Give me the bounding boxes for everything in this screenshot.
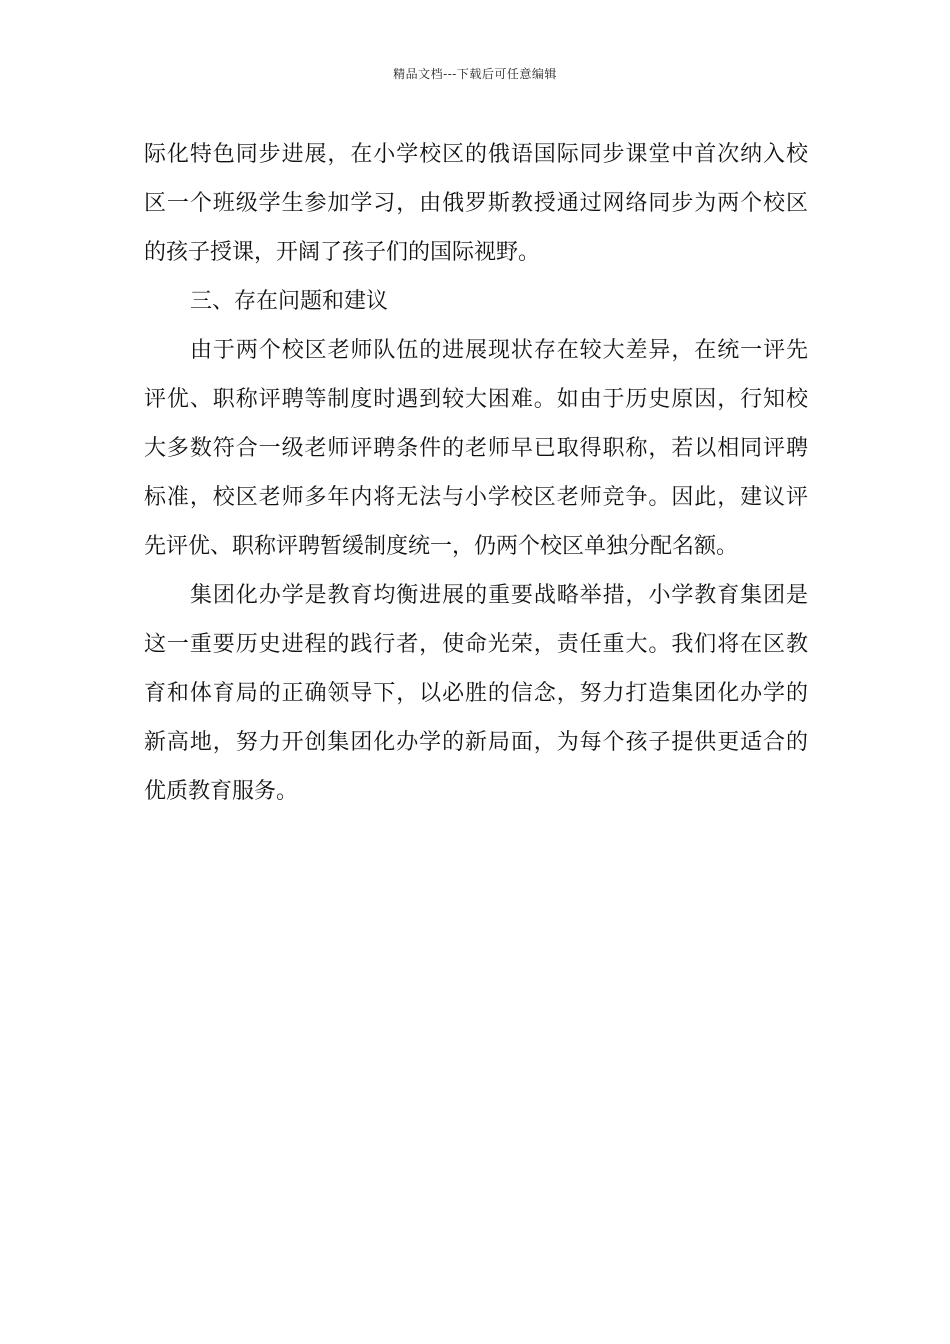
paragraph-2-line-1: 由于两个校区老师队伍的进展现状存在较大差异，在统一评先	[190, 338, 808, 363]
paragraph-3-line-5: 优质教育服务。	[144, 779, 299, 804]
paragraph-1-line-2: 区一个班级学生参加学习，由俄罗斯教授通过网络同步为两个校区	[144, 191, 808, 216]
document-body	[144, 130, 808, 816]
paragraph-2-line-3: 大多数符合一级老师评聘条件的老师早已取得职称，若以相同评聘	[144, 436, 808, 461]
section-heading: 三、存在问题和建议	[190, 289, 389, 314]
paragraph-2-line-2: 评优、职称评聘等制度时遇到较大困难。如由于历史原因，行知校	[144, 387, 808, 412]
page-header: 精品文档---下载后可任意编辑	[393, 67, 557, 81]
paragraph-1-line-3: 的孩子授课，开阔了孩子们的国际视野。	[144, 240, 541, 265]
paragraph-3-line-4: 新高地，努力开创集团化办学的新局面，为每个孩子提供更适合的	[144, 730, 808, 755]
paragraph-3-line-1: 集团化办学是教育均衡进展的重要战略举措，小学教育集团是	[190, 583, 808, 608]
paragraph-2-line-5: 先评优、职称评聘暂缓制度统一，仍两个校区单独分配名额。	[144, 534, 739, 559]
paragraph-3-line-2: 这一重要历史进程的践行者，使命光荣，责任重大。我们将在区教	[144, 632, 808, 657]
paragraph-3-line-3: 育和体育局的正确领导下，以必胜的信念，努力打造集团化办学的	[144, 681, 808, 706]
paragraph-1-line-1: 际化特色同步进展，在小学校区的俄语国际同步课堂中首次纳入校	[144, 142, 808, 167]
paragraph-2-line-4: 标准，校区老师多年内将无法与小学校区老师竞争。因此，建议评	[144, 485, 808, 510]
